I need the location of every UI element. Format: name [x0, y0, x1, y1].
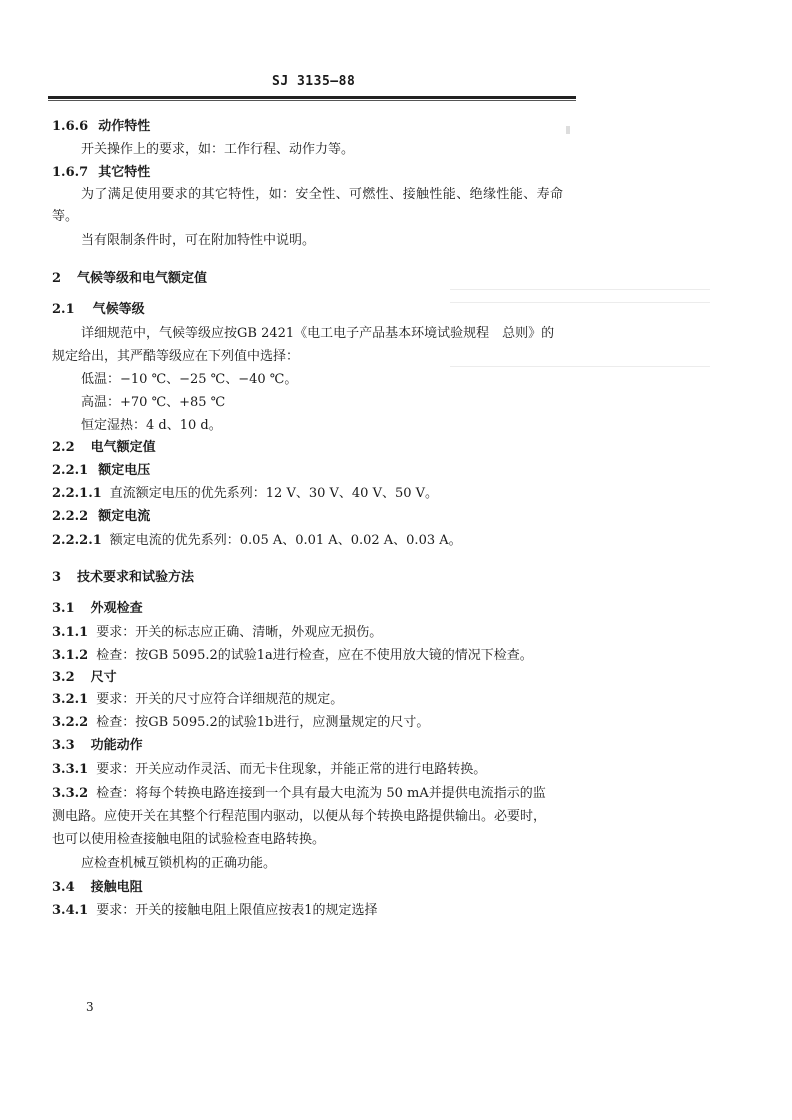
paragraph-line: 开关操作上的要求，如：工作行程、动作力等。 [81, 142, 355, 157]
paragraph-line: 低温：−10 ℃、−25 ℃、−40 ℃。 [81, 372, 298, 387]
clause-line: 3.1.2 检查：按GB 5095.2的试验1a进行检查，应在不使用放大镜的情况下检查。 [52, 648, 533, 663]
paragraph-line: 等。 [52, 209, 79, 224]
section-heading: 2.1 气候等级 [52, 302, 145, 317]
section-heading: 2.2.2 额定电流 [52, 509, 151, 524]
section-heading: 3.3 功能动作 [52, 738, 143, 753]
standard-code-header: SJ 3135—88 [272, 74, 356, 89]
scan-noise [450, 302, 710, 303]
paragraph-line: 当有限制条件时，可在附加特性中说明。 [81, 233, 316, 248]
paragraph-line: 为了满足使用要求的其它特性，如：安全性、可燃性、接触性能、绝缘性能、寿命 [81, 187, 564, 202]
chapter-heading: 3 技术要求和试验方法 [52, 570, 195, 585]
clause-line: 3.3.1 要求：开关应动作灵活、而无卡住现象，并能正常的进行电路转换。 [52, 762, 487, 777]
clause-line: 3.1.1 要求：开关的标志应正确、清晰，外观应无损伤。 [52, 625, 383, 640]
paragraph-line: 详细规范中，气候等级应按GB 2421《电工电子产品基本环境试验规程 总则》的 [81, 326, 555, 341]
scan-noise [450, 289, 710, 290]
clause-line: 3.4.1 要求：开关的接触电阻上限值应按表1的规定选择 [52, 903, 378, 918]
scan-noise [450, 366, 710, 367]
paragraph-line: 也可以使用检查接触电阻的试验检查电路转换。 [52, 832, 326, 847]
section-heading: 1.6.6 动作特性 [52, 119, 151, 134]
header-rule-thin [48, 100, 576, 101]
header-rule [48, 96, 576, 99]
paragraph-line: 恒定湿热：4 d、10 d。 [81, 418, 222, 433]
clause-line: 2.2.1.1 直流额定电压的优先系列：12 V、30 V、40 V、50 V。 [52, 486, 439, 501]
clause-line: 3.2.1 要求：开关的尺寸应符合详细规范的规定。 [52, 692, 344, 707]
section-heading: 2.2 电气额定值 [52, 440, 156, 455]
section-heading: 1.6.7 其它特性 [52, 165, 151, 180]
paragraph-line: 规定给出，其严酷等级应在下列值中选择： [52, 349, 300, 364]
clause-line: 2.2.2.1 额定电流的优先系列：0.05 A、0.01 A、0.02 A、0.03 A。 [52, 533, 462, 548]
section-heading: 3.1 外观检查 [52, 601, 143, 616]
paragraph-line: 应检查机械互锁机构的正确功能。 [81, 856, 277, 871]
section-heading: 3.2 尺寸 [52, 670, 117, 685]
paragraph-line: 高温：+70 ℃、+85 ℃ [81, 395, 226, 410]
section-heading: 3.4 接触电阻 [52, 880, 143, 895]
chapter-heading: 2 气候等级和电气额定值 [52, 271, 208, 286]
paragraph-line: 测电路。应使开关在其整个行程范围内驱动，以便从每个转换电路提供输出。必要时， [52, 809, 547, 824]
section-heading: 2.2.1 额定电压 [52, 463, 151, 478]
clause-line: 3.3.2 检查：将每个转换电路连接到一个具有最大电流为 50 mA并提供电流指示的监 [52, 786, 546, 801]
scan-mark [566, 126, 570, 134]
page-number: 3 [86, 1000, 94, 1014]
clause-line: 3.2.2 检查：按GB 5095.2的试验1b进行，应测量规定的尺寸。 [52, 715, 430, 730]
